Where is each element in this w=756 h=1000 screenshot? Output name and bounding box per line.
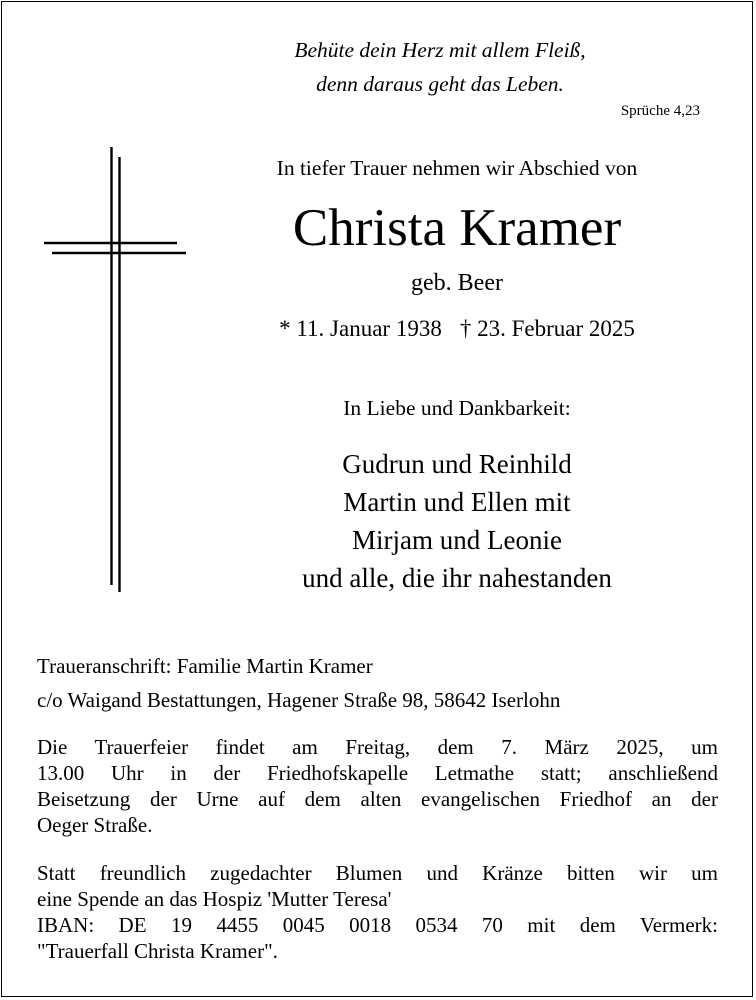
intro-text: In tiefer Trauer nehmen wir Abschied von xyxy=(276,156,638,180)
birth-date: * 11. Januar 1938 xyxy=(279,316,442,341)
deceased-name: Christa Kramer xyxy=(292,199,622,257)
donation-line: Statt freundlich zugedachter Blumen und Kränze bitten wir um xyxy=(37,861,718,885)
donation-line: "Trauerfall Christa Kramer". xyxy=(37,939,278,963)
verse-line-2: denn daraus geht das Leben. xyxy=(316,72,564,96)
funeral-line: Die Trauerfeier findet am Freitag, dem 7. März 2025, um xyxy=(37,735,718,759)
mourners-list xyxy=(180,445,734,597)
life-dates xyxy=(180,316,734,342)
funeral-line: Beisetzung der Urne auf dem alten evangelischen Friedhof an der xyxy=(37,787,718,811)
funeral-paragraph xyxy=(37,734,718,838)
death-date: † 23. Februar 2025 xyxy=(459,316,635,341)
maiden-name: geb. Beer xyxy=(411,270,503,296)
verse-line-1: Behüte dein Herz mit allem Fleiß, xyxy=(294,38,586,62)
funeral-line: Oeger Straße. xyxy=(37,813,153,837)
mourner-line: und alle, die ihr nahestanden xyxy=(302,563,612,593)
cross-icon xyxy=(40,145,190,595)
mourner-line: Martin und Ellen mit xyxy=(343,487,571,517)
donation-paragraph xyxy=(37,860,718,964)
donation-line: eine Spende an das Hospiz 'Mutter Teresa' xyxy=(37,887,392,911)
mourner-line: Gudrun und Reinhild xyxy=(342,449,572,479)
address-line-1: Traueranschrift: Familie Martin Kramer xyxy=(37,654,373,678)
mourner-line: Mirjam und Leonie xyxy=(352,525,562,555)
verse-reference: Sprüche 4,23 xyxy=(620,103,700,119)
mourners-heading: In Liebe und Dankbarkeit: xyxy=(343,396,571,420)
donation-line: IBAN: DE 19 4455 0045 0018 0534 70 mit dem Vermerk: xyxy=(37,913,718,937)
funeral-line: 13.00 Uhr in der Friedhofskapelle Letmathe statt; anschließend xyxy=(37,761,718,785)
address-line-2: c/o Waigand Bestattungen, Hagener Straße 98, 58642 Iserlohn xyxy=(37,688,561,712)
